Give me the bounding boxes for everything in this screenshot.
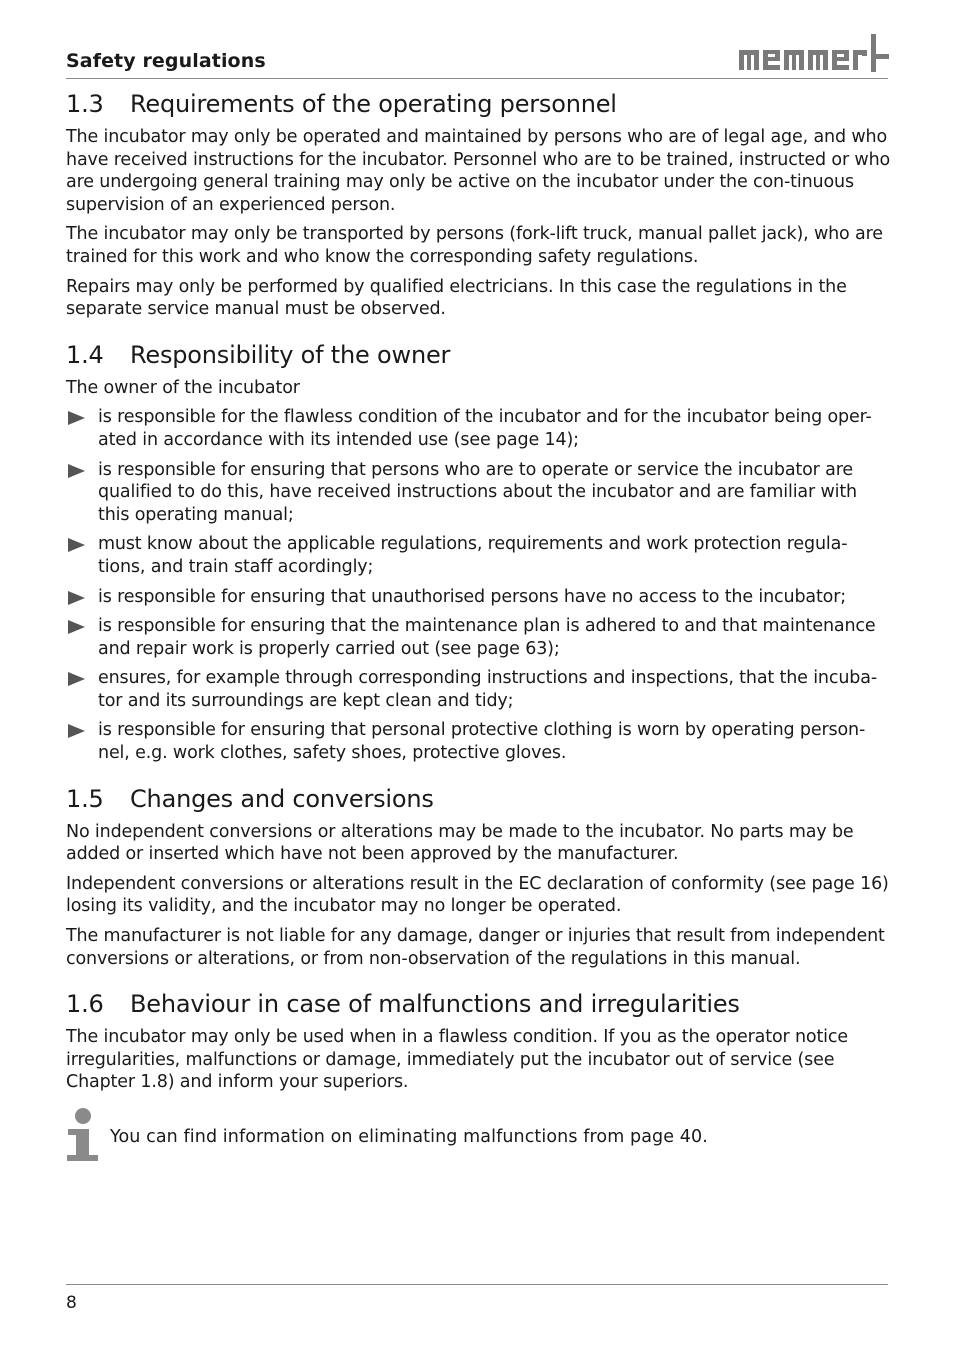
paragraph: No independent conversions or alterations may be made to the incubator. No parts may be added or inserted which have not been approved by the manufacturer.	[66, 821, 854, 865]
list-item-text: is responsible for the flawless condition of the incubator and for the incubator being oper-ated in accordance with its intended use (see page 14);	[98, 407, 872, 450]
section-title: Behaviour in case of malfunctions and irregularities	[130, 990, 740, 1019]
section-1-5	[66, 783, 892, 971]
section-number: 1.3	[66, 90, 104, 118]
section-heading	[66, 783, 892, 815]
triangle-bullet-icon	[68, 464, 85, 478]
section-number: 1.5	[66, 784, 104, 813]
section-title: Changes and conversions	[130, 784, 434, 813]
list-item-text: is responsible for ensuring that the maintenance plan is adhered to and that maintenance and repair work is properly carried out (see page 63);	[98, 616, 876, 659]
page-content	[66, 88, 892, 1186]
triangle-bullet-icon	[68, 672, 85, 686]
list-item	[66, 459, 892, 527]
section-1-6	[66, 988, 892, 1168]
info-icon	[66, 1108, 100, 1162]
section-1-4	[66, 339, 892, 765]
list-item	[66, 719, 892, 764]
triangle-bullet-icon	[68, 620, 85, 634]
section-title: Responsibility of the owner	[130, 340, 451, 369]
header-rule	[66, 78, 888, 79]
responsibility-list	[66, 406, 892, 764]
paragraph: The incubator may only be transported by persons (fork-lift truck, manual pallet jack), who are trained for this work and who know the corresponding safety regulations.	[66, 224, 883, 267]
triangle-bullet-icon	[68, 411, 85, 425]
paragraph: The incubator may only be operated and maintained by persons who are of legal age, and who have received instructions for the incubator. Personnel who are to be trained, instructed or who are undergoing general training may only be active on the incubator under the con-tinuous supervision of an experienced person.	[66, 127, 891, 215]
paragraph: The incubator may only be used when in a flawless condition. If you as the operator notice irregularities, malfunctions or damage, immediately put the incubator out of service (see Chapter 1.8) and inform your superiors.	[66, 1027, 848, 1093]
section-number: 1.6	[66, 990, 104, 1019]
paragraph: The owner of the incubator	[66, 377, 300, 398]
list-item	[66, 533, 892, 578]
list-item	[66, 615, 892, 660]
paragraph: Independent conversions or alterations result in the EC declaration of conformity (see page 16) losing its validity, and the incubator may no longer be operated.	[66, 873, 889, 917]
paragraph: Repairs may only be performed by qualified electricians. In this case the regulations in the separate service manual must be observed.	[66, 276, 847, 320]
triangle-bullet-icon	[68, 591, 85, 605]
paragraph: The manufacturer is not liable for any damage, danger or injuries that result from independent conversions or alterations, or from non-observation of the regulations in this manual.	[66, 926, 885, 969]
section-heading	[66, 88, 892, 120]
info-note	[66, 1108, 892, 1168]
list-item-text: is responsible for ensuring that persons who are to operate or service the incubator are qualified to do this, have received instructions about the incubator and are familiar with this operating manual;	[98, 459, 857, 525]
running-header-title: Safety regulations	[66, 50, 266, 72]
list-item-text: ensures, for example through corresponding instructions and inspections, that the incuba-tor and its surroundings are kept clean and tidy;	[98, 668, 877, 711]
list-item	[66, 667, 892, 712]
list-item	[66, 406, 892, 451]
section-heading	[66, 988, 892, 1020]
triangle-bullet-icon	[68, 538, 85, 552]
triangle-bullet-icon	[68, 724, 85, 738]
list-item-text: is responsible for ensuring that unauthorised persons have no access to the incubator;	[98, 586, 847, 607]
section-1-3	[66, 88, 892, 321]
list-item-text: must know about the applicable regulations, requirements and work protection regula-tions, and train staff acordingly;	[98, 534, 848, 577]
page-number: 8	[66, 1293, 77, 1313]
footer-rule	[66, 1284, 888, 1285]
section-heading	[66, 339, 892, 371]
section-title: Requirements of the operating personnel	[130, 90, 617, 118]
memmert-logo	[738, 32, 890, 74]
list-item	[66, 586, 892, 609]
list-item-text: is responsible for ensuring that personal protective clothing is worn by operating person-nel, e.g. work clothes, safety shoes, protective gloves.	[98, 720, 866, 764]
note-text: You can find information on eliminating malfunctions from page 40.	[110, 1127, 708, 1147]
section-number: 1.4	[66, 340, 104, 369]
